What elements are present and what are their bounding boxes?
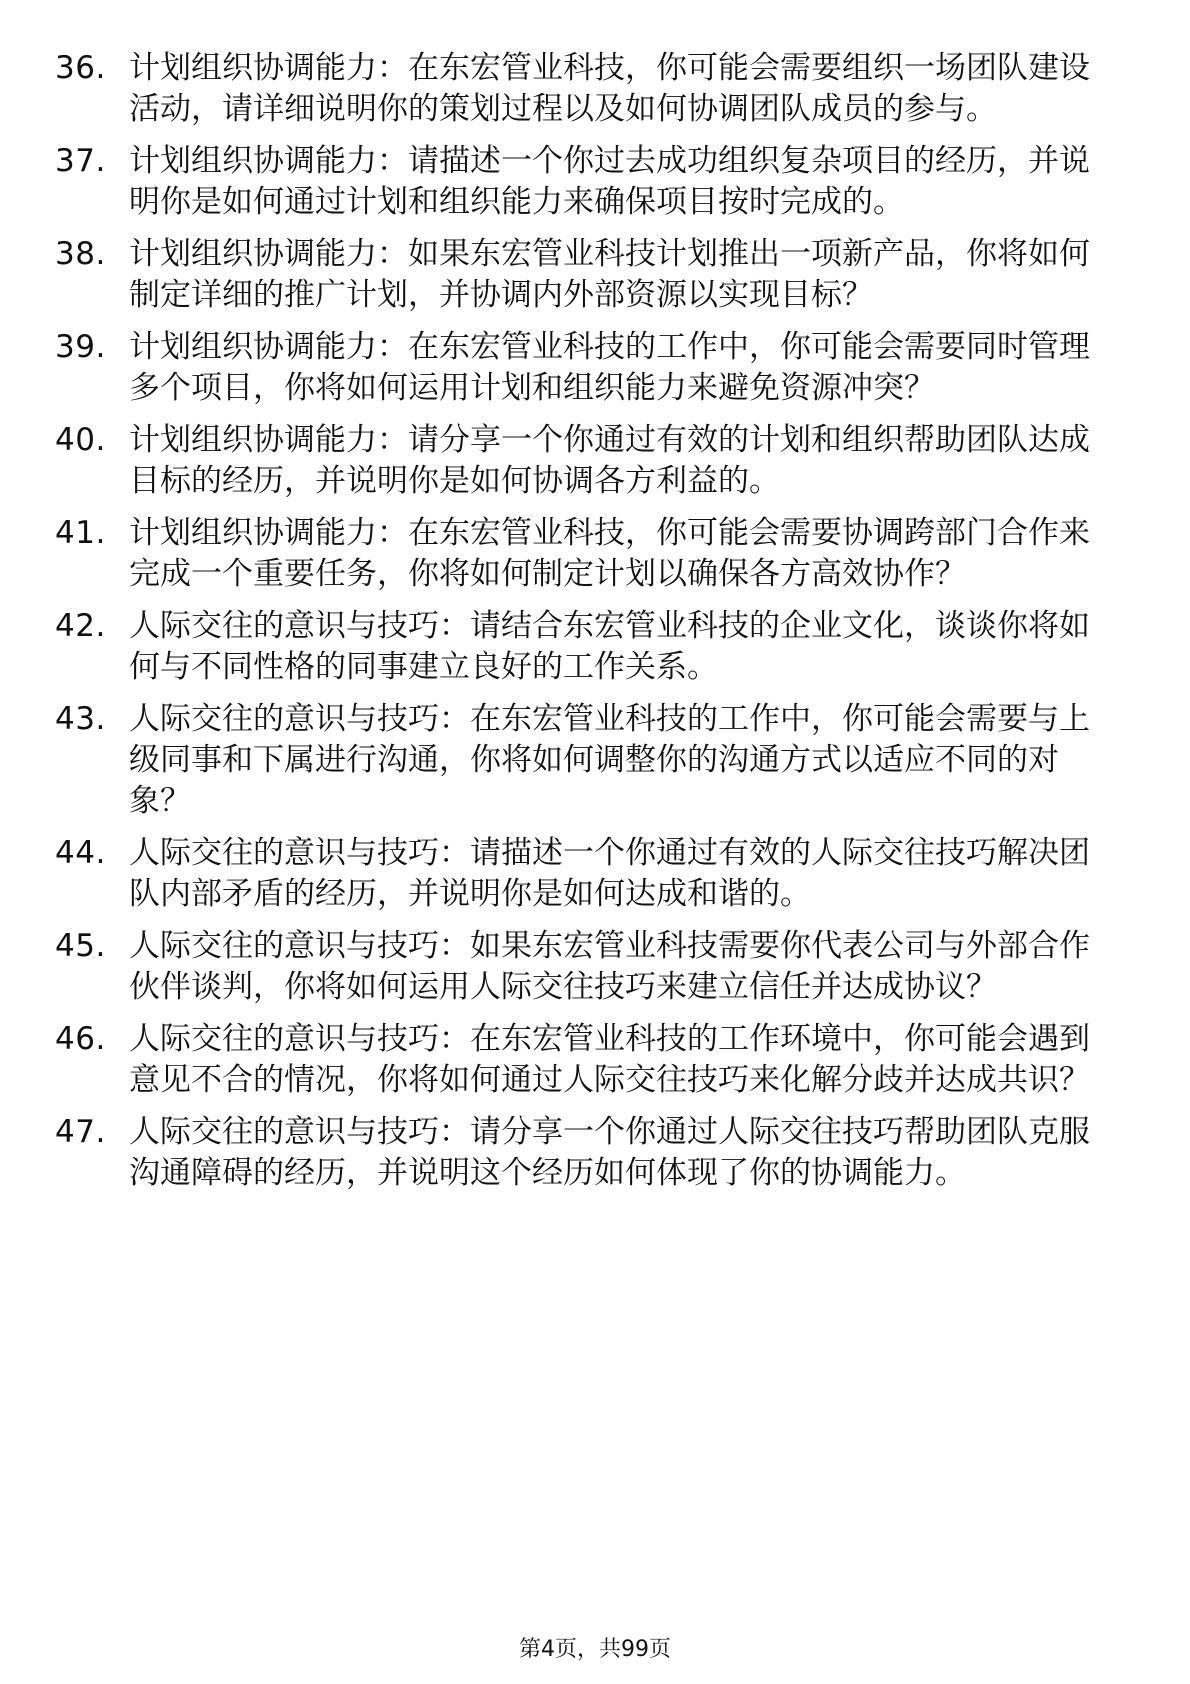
question-text: 人际交往的意识与技巧：请描述一个你通过有效的人际交往技巧解决团队内部矛盾的经历，并说明你是如何达成和谐的。 [129,835,1090,912]
question-text: 人际交往的意识与技巧：请分享一个你通过人际交往技巧帮助团队克服沟通障碍的经历，并说明这个经历如何体现了你的协调能力。 [129,1114,1090,1191]
question-text: 人际交往的意识与技巧：在东宏管业科技的工作中，你可能会需要与上级同事和下属进行沟通，你将如何调整你的沟通方式以适应不同的对象？ [129,701,1090,819]
question-number: 46. [55,1021,106,1057]
question-number: 44. [55,835,106,871]
question-number: 41. [55,515,106,551]
question-number: 45. [55,928,106,964]
question-text: 人际交往的意识与技巧：如果东宏管业科技需要你代表公司与外部合作伙伴谈判，你将如何运用人际交往技巧来建立信任并达成协议？ [129,928,1090,1005]
question-item [55,833,1115,915]
question-item [55,234,1115,316]
question-item [55,606,1115,688]
question-number: 43. [55,701,106,737]
question-item [55,327,1115,409]
question-number: 42. [55,608,106,644]
question-item [55,1112,1115,1194]
question-number: 40. [55,422,106,458]
question-number: 47. [55,1114,106,1150]
question-number: 38. [55,236,106,272]
question-text: 计划组织协调能力：在东宏管业科技，你可能会需要组织一场团队建设活动，请详细说明你的策划过程以及如何协调团队成员的参与。 [129,50,1090,127]
page-number-label: 第4页，共99页 [519,1637,671,1662]
question-item [55,141,1115,223]
question-text: 计划组织协调能力：请分享一个你通过有效的计划和组织帮助团队达成目标的经历，并说明你是如何协调各方利益的。 [129,422,1090,499]
question-list [55,48,1115,1205]
question-text: 计划组织协调能力：在东宏管业科技的工作中，你可能会需要同时管理多个项目，你将如何运用计划和组织能力来避免资源冲突？ [129,329,1090,406]
question-text: 人际交往的意识与技巧：请结合东宏管业科技的企业文化，谈谈你将如何与不同性格的同事建立良好的工作关系。 [129,608,1090,685]
question-item [55,699,1115,822]
question-item [55,513,1115,595]
question-item [55,926,1115,1008]
question-text: 人际交往的意识与技巧：在东宏管业科技的工作环境中，你可能会遇到意见不合的情况，你将如何通过人际交往技巧来化解分歧并达成共识？ [129,1021,1090,1098]
question-text: 计划组织协调能力：请描述一个你过去成功组织复杂项目的经历，并说明你是如何通过计划和组织能力来确保项目按时完成的。 [129,143,1090,220]
question-item [55,420,1115,502]
question-item [55,48,1115,130]
question-text: 计划组织协调能力：在东宏管业科技，你可能会需要协调跨部门合作来完成一个重要任务，你将如何制定计划以确保各方高效协作？ [129,515,1090,592]
page-footer [0,1636,1190,1664]
question-number: 39. [55,329,106,365]
question-item [55,1019,1115,1101]
question-number: 36. [55,50,106,86]
question-number: 37. [55,143,106,179]
question-text: 计划组织协调能力：如果东宏管业科技计划推出一项新产品，你将如何制定详细的推广计划，并协调内外部资源以实现目标？ [129,236,1090,313]
